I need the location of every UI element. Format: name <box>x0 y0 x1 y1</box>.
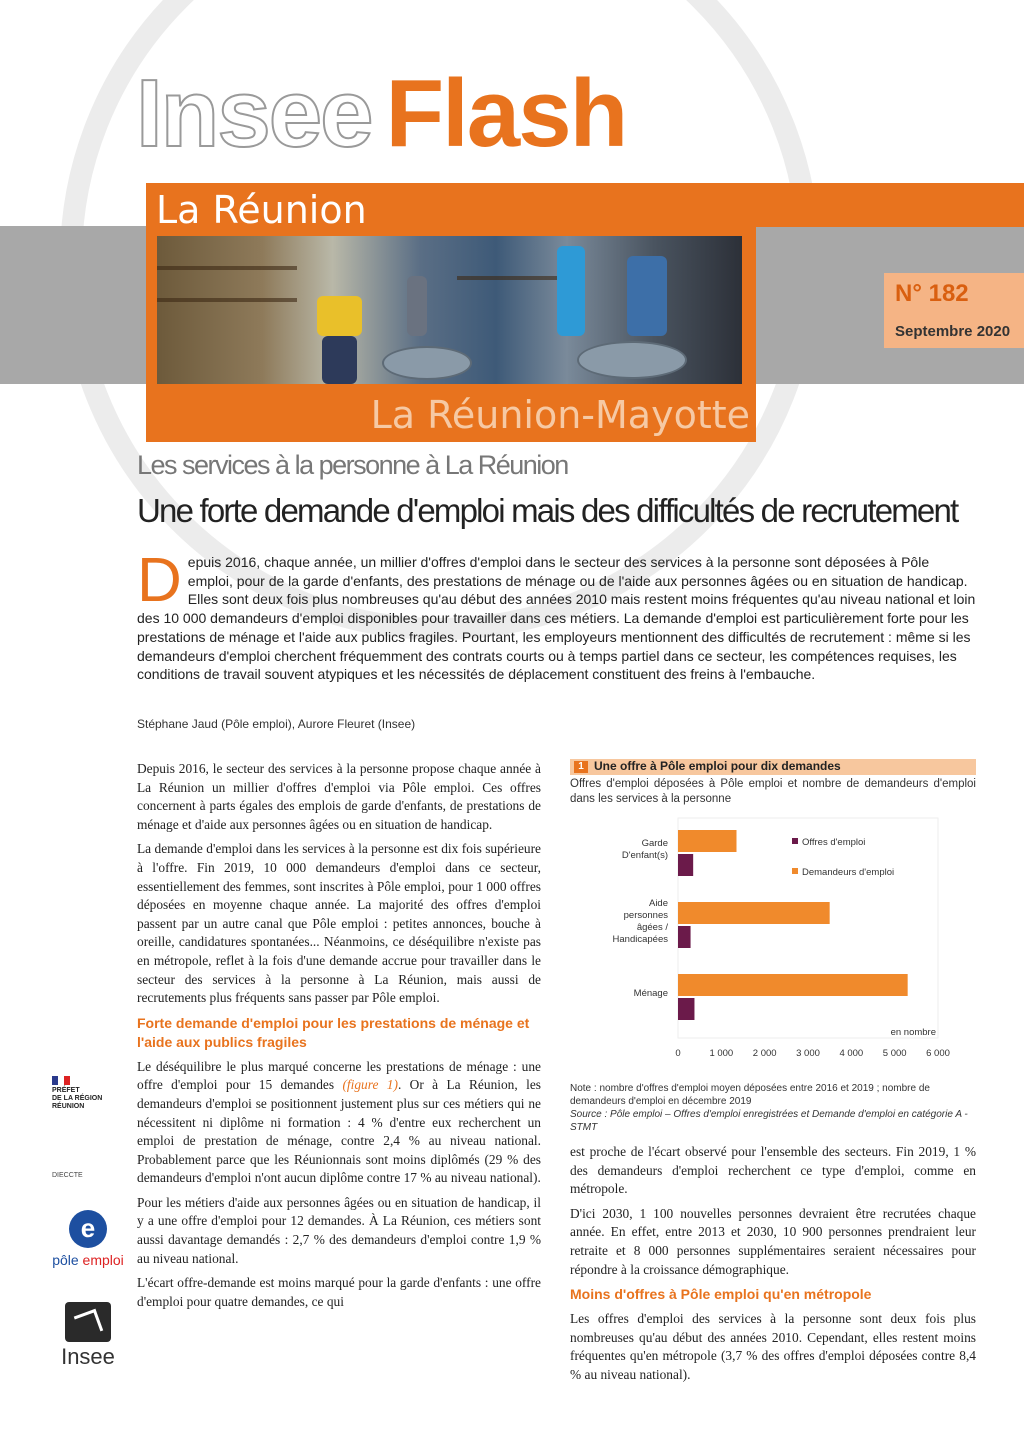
issue-number: N° 182 <box>895 280 969 307</box>
prefet-line: RÉUNION <box>52 1103 85 1110</box>
paragraph: Depuis 2016, le secteur des services à la personne propose chaque année à La Réunion un millier d'offres d'emploi via Pôle emploi. Ces offres concernent à parts égales des emplois de garde d'enfants, de prestations de ménage et d'aide aux personnes âgées ou en situation de handicap. <box>137 761 541 832</box>
paragraph: La demande d'emploi dans les services à la personne est dix fois supérieure à l'offre. Fin 2019, 10 000 demandeurs d'emploi dans ce secteur, essentiellement des femmes, sont inscrites à Pôle emploi, pour 1 000 offres déposées en moyenne chaque année. La majorité des offres d'emploi passent par un autre canal que Pôle emploi : petites annonces, bouche à oreille, candidatures spontanées... Néanmoins, ce déséquilibre n'existe pas en métropole, reflet à la fois d'une demande accrue pour travailler dans le secteur des services à la personne à La Réunion, mais aussi de recrutements plus fréquents sans passer par Pôle emploi. <box>137 841 541 1006</box>
x-tick-label: 3 000 <box>796 1048 820 1059</box>
legend-swatch <box>792 838 798 844</box>
issue-date: Septembre 2020 <box>895 323 1011 340</box>
category-label: Aide <box>648 898 668 909</box>
logo-flash: Flash <box>385 60 627 167</box>
prefet-line: PRÉFET <box>52 1087 80 1094</box>
insee-logo-text: Insee <box>61 1344 115 1369</box>
paragraph: Pour les métiers d'aide aux personnes âgées ou en situation de handicap, il y a une offre d'emploi pour 12 demandes. À La Réunion, ces métiers sont aussi davantage demandés : 2,7 % des demandeurs d'emploi contre 1,9 % au niveau national. <box>137 1194 541 1266</box>
authors: Stéphane Jaud (Pôle emploi), Aurore Fleuret (Insee) <box>137 717 416 731</box>
section-title: Moins d'offres à Pôle emploi qu'en métropole <box>570 1286 872 1303</box>
drop-cap: D <box>137 546 182 615</box>
paragraph: L'écart offre-demande est moins marqué pour la garde d'enfants : une offre d'emploi pour quatre demandes, ce qui <box>137 1275 541 1309</box>
dieccte-logo: DIECCTE <box>52 1172 83 1179</box>
figure-subtitle: Offres d'emploi déposées à Pôle emploi et nombre de demandeurs d'emploi dans les services à la personne <box>570 778 976 805</box>
insee-mark-icon <box>65 1302 111 1342</box>
prefet-logo <box>52 1076 102 1111</box>
figure-title: Une offre à Pôle emploi pour dix demandes <box>594 759 841 773</box>
bar-offres <box>678 854 693 876</box>
figure-number: 1 <box>574 761 588 773</box>
article-headline: Une forte demande d'emploi mais des difficultés de recrutement <box>137 492 958 529</box>
abstract-text: epuis 2016, chaque année, un millier d'offres d'emploi dans le secteur des services à la personne sont déposées à Pôle emploi, pour de la garde d'enfants, des prestations de ménage ou de l'aide aux personnes âgées ou en situation de handicap. Elles sont deux fois plus nombreuses qu'au début des années 2010 mais restent moins fréquentes qu'au niveau national et loin des 10 000 demandeurs d'emploi disponibles pour travailler dans ces métiers. La demande d'emploi est particulièrement forte pour les prestations de ménage et l'aide aux publics fragiles. Pourtant, les employeurs mentionnent des difficultés de recrutement : même si les demandeurs d'emploi cherchent fréquemment des contrats courts ou à temps partiel dans ce secteur, les compétences requises, les conditions de travail souvent atypiques et les nécessités de déplacement constituent des freins à l'embauche. <box>137 554 976 683</box>
paragraph <box>137 1058 541 1188</box>
source-text: Source : Pôle emploi – Offres d'emploi enregistrées et Demande d'emploi en catégorie A - STMT <box>570 1109 968 1133</box>
x-tick-label: 1 000 <box>709 1048 734 1059</box>
category-label: Ménage <box>633 988 668 999</box>
category-label: personnes <box>623 910 668 921</box>
legend-label: Offres d'emploi <box>802 837 866 848</box>
x-tick-label: 2 000 <box>752 1048 777 1059</box>
right-column <box>570 1143 976 1391</box>
pole-emploi-logo <box>52 1210 124 1268</box>
bar-demandeurs <box>678 974 908 996</box>
article-kicker: Les services à la personne à La Réunion <box>137 450 568 480</box>
note-text: Note : nombre d'offres d'emploi moyen déposées entre 2016 et 2019 ; nombre de demandeurs d'emploi en décembre 2019 <box>570 1083 930 1107</box>
bar-offres <box>678 926 691 948</box>
prefet-line: DE LA RÉGION <box>52 1095 103 1102</box>
paragraph: D'ici 2030, 1 100 nouvelles personnes devraient être recrutées chaque année. En effet, entre 2013 et 2030, 10 900 personnes prendraient leur retraite et 8 000 personnes supplémentaires seraient nécessaires pour répondre à la croissance démographique. <box>570 1205 976 1277</box>
logo-insee: Insee <box>136 60 372 167</box>
category-label: Handicapées <box>612 934 668 945</box>
legend-swatch <box>792 868 798 874</box>
category-label: âgées / <box>636 922 668 933</box>
header-photo <box>157 236 742 384</box>
figure-reference-link[interactable]: (figure 1) <box>342 1077 398 1093</box>
left-column <box>137 760 541 1317</box>
pole-emploi-text: emploi <box>82 1252 124 1268</box>
paragraph: est proche de l'écart observé pour l'ensemble des secteurs. Fin 2019, 1 % des demandeurs d'emploi recherchent ce type d'emploi, comme en métropole. <box>570 1144 976 1197</box>
subregion-label: La Réunion-Mayotte <box>370 393 750 437</box>
region-label: La Réunion <box>156 188 367 232</box>
article-abstract <box>137 546 977 684</box>
bar-offres <box>678 998 694 1020</box>
bar-chart <box>570 810 976 1072</box>
insee-logo <box>52 1302 124 1370</box>
paragraph-text: Le déséquilibre le plus marqué concerne les prestations de ménage : une offre d'emploi pour 15 demandes <box>137 1058 541 1093</box>
legend-label: Demandeurs d'emploi <box>802 867 895 878</box>
bar-demandeurs <box>678 902 830 924</box>
figure-note <box>570 1082 976 1134</box>
paragraph-text: . Or à La Réunion, les demandeurs d'emploi se positionnent justement plus sur ces métiers qui ne nécessitent ni diplôme ni formation : 4 % d'entre eux recherchent un emploi de prestation de ménage, contre 2,4 % au niveau national. Probablement parce que les Réunionnais sont moins diplômés (29 % des demandeurs d'emploi n'ont aucun diplôme contre 17 % au niveau national). <box>137 1077 541 1186</box>
french-flag-icon <box>52 1076 70 1085</box>
paragraph: Les offres d'emploi des services à la personne sont deux fois plus nombreuses qu'au début des années 2010. Cependant, elles restent moins fréquentes qu'en métropole (3,7 % des offres d'emploi déposées contre 8,4 % au niveau national). <box>570 1311 976 1382</box>
category-label: D'enfant(s) <box>621 850 668 861</box>
pole-emploi-text: pôle <box>52 1252 83 1268</box>
bar-demandeurs <box>678 830 737 852</box>
x-tick-label: 5 000 <box>882 1048 907 1059</box>
section-title: Forte demande d'emploi pour les prestations de ménage et l'aide aux publics fragiles <box>137 1014 530 1050</box>
category-label: Garde <box>641 838 668 849</box>
x-unit-label: en nombre <box>890 1027 936 1038</box>
x-tick-label: 6 000 <box>926 1048 950 1059</box>
pole-emploi-e-icon: e <box>69 1210 107 1248</box>
insee-flash-logo <box>136 60 627 167</box>
x-tick-label: 4 000 <box>839 1048 864 1059</box>
x-tick-label: 0 <box>675 1048 681 1059</box>
